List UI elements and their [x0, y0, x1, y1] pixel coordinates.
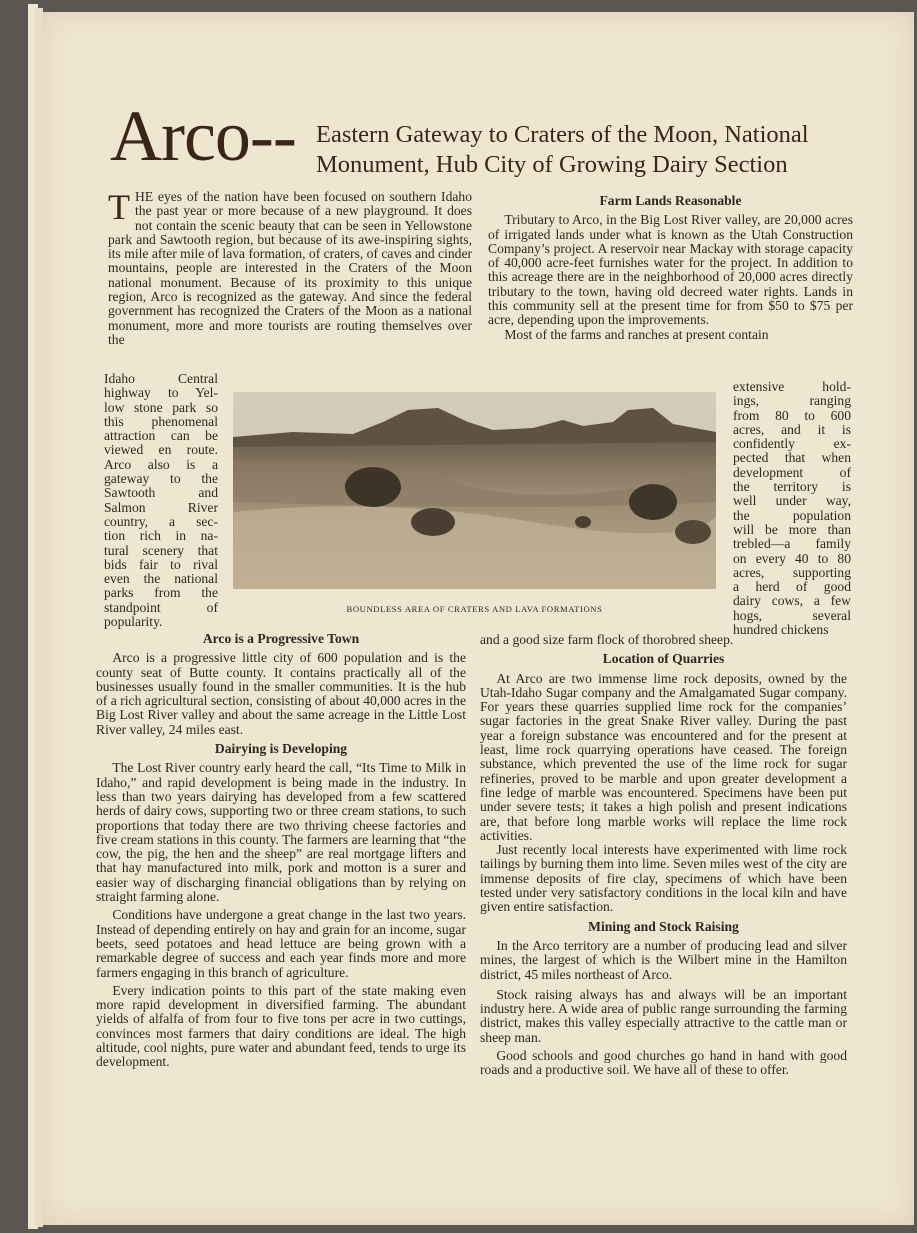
photo-caption: BOUNDLESS AREA OF CRATERS AND LAVA FORMATIONS: [346, 604, 603, 614]
paragraph: Most of the farms and ranches at present contain: [504, 326, 769, 342]
wrap-line: attraction can be: [104, 428, 218, 444]
wrap-line: standpoint of: [104, 599, 218, 615]
paragraph: In the Arco territory are a number of producing lead and silver mines, the largest of which is the Wilbert mine in the Hamilton district, 45 miles northeast of Arco.: [480, 937, 847, 982]
wrap-line: on every 40 to 80: [733, 550, 851, 566]
wrap-line: bids fair to rival: [104, 556, 218, 572]
paragraph: Just recently local interests have experimented with lime rock tailings by burning them into lime. Seven miles west of the city are immense deposits of fire clay, specimens of which have been tested under very satisfactory conditions in the local kiln and have given entire satisfaction.: [480, 842, 847, 915]
paragraph: Every indication points to this part of the state making even more rapid development in diversified farming. The abundant yields of alfalfa of from four to five tons per acre in two cuttings, convinces most farmers that dairy conditions are ideal. The high altitude, cool nights, pure water and abundant feed, tends to urge its development.: [96, 982, 466, 1070]
paragraph: Conditions have undergone a great change in the last two years. Instead of depending entirely on hay and grain for an income, sugar beets, seed potatoes and head lettuce are being grown with a remarkable degree of success and each year finds more and more farmers engaging in this branch of agriculture.: [96, 907, 466, 980]
wrap-line: hundred chickens: [733, 622, 829, 638]
wrap-line: well under way,: [733, 493, 851, 509]
wrap-line: development of: [733, 464, 851, 480]
right-column-upper: [488, 194, 853, 342]
paragraph: At Arco are two immense lime rock deposits, owned by the Utah-Idaho Sugar company and the Amalgamated Sugar company. For years these quarries supplied lime rock for the companies’ sugar factories in the great Snake River valley. During the past year a foreign substance was encountered and for the present at least, lime rock quarrying operations have ceased. The foreign substance, which prevented the use of the lime rock for sugar refineries, proved to be marble and upon greater development a fine ledge of marble was encountered. Specimens have been put under severe tests; it takes a high polish and present indications are, that before long marble works will replace the lime rock activities.: [480, 670, 847, 843]
headline-main: Arco--: [110, 96, 296, 176]
wrap-line: even the national: [104, 571, 218, 587]
headline-subtitle-line: Monument, Hub City of Growing Dairy Section: [316, 151, 788, 178]
wrap-line: Arco also is a: [104, 456, 218, 472]
craters-photo: [233, 392, 716, 589]
wrap-line: viewed en route.: [104, 442, 218, 458]
wrap-line: extensive hold-: [733, 379, 851, 394]
paragraph: Arco is a progressive little city of 600 population and is the county seat of Butte county. It contains practically all of the businesses usually found in the smaller communities. It is the hub of a rich agricultural section, consisting of about 40,000 acres in the Big Lost River valley and about the same acreage in the Little Lost River valley, 24 miles east.: [96, 650, 466, 737]
wrap-line: the population: [733, 507, 851, 523]
paragraph: and a good size farm flock of thorobred sheep.: [480, 632, 734, 647]
wrap-line: ings, ranging: [733, 393, 851, 409]
paragraph: Tributary to Arco, in the Big Lost River valley, are 20,000 acres of irrigated lands under what is known as the Utah Construction Company’s project. A reservoir near Mackay with storage capacity of 40,000 acre-feet furnishes water for the project. In addition to this acreage there are in the neighborhood of 20,000 acres directly tributary to the town, having old decreed water rights. Lands in this community sell at the present time for from $50 to $75 per acre, depending upon the improvements.: [488, 212, 853, 328]
wrap-line: parks from the: [104, 585, 218, 601]
drop-cap: T: [108, 187, 130, 227]
section-heading: Arco is a Progressive Town: [202, 631, 360, 646]
intro-paragraph: [108, 187, 472, 347]
wrap-line: gateway to the: [104, 471, 218, 487]
wrap-line: a herd of good: [733, 579, 851, 595]
wrap-line: tion rich in na-: [104, 528, 218, 544]
wrap-line: this phenomenal: [104, 413, 218, 429]
wrap-line: confidently ex-: [733, 436, 851, 452]
wrap-line: trebled—a family: [733, 536, 851, 552]
headline-subtitle-line: Eastern Gateway to Craters of the Moon, National: [316, 121, 809, 148]
wrap-line: popularity.: [104, 614, 163, 630]
section-heading: Mining and Stock Raising: [588, 918, 739, 934]
wrap-line: acres, and it is: [733, 421, 851, 437]
paragraph: Good schools and good churches go hand in hand with good roads and a productive soil. We have all of these to offer.: [480, 1048, 847, 1078]
paragraph: The Lost River country early heard the call, “Its Time to Milk in Idaho,” and rapid development is being made in the industry. In less than two years dairying has developed from a few scattered herds of dairy cows, supporting two or three cream stations, to such proportions that today there are two thriving cheese factories and five cream stations in this county. The farmers are learning that “the cow, the pig, the hen and the sheep” are real mortgage lifters and that hay manufactured into milk, pork and motton is a surer and easier way of discharging financial obligations than by relying on straight farming alone.: [96, 760, 466, 905]
right-column-lower: [480, 633, 847, 1078]
intro-wrap-column: [104, 372, 218, 629]
section-heading: Farm Lands Reasonable: [599, 193, 742, 208]
left-column-lower: [96, 627, 466, 1070]
wrap-line: Salmon River: [104, 499, 218, 515]
intro-text: HE eyes of the nation have been focused on southern Idaho the past year or more because of a new playground. It does not contain the scenic beauty that can be seen in Yellowstone park and Sawtooth region, but because of its awe-inspiring sights, its mile after mile of lava formation, of craters, of caves and cinder mountains, people are interested in the Craters of the Moon national monument. Because of its proximity to this unique region, Arco is recognized as the gateway. And since the federal government has recognized the Craters of the Moon as a national monument, more and more tourists are routing themselves over the: [108, 189, 472, 347]
wrap-line: the territory is: [733, 479, 851, 495]
wrap-line: country, a sec-: [104, 513, 218, 529]
wrap-line: pected that when: [733, 450, 851, 466]
wrap-line: highway to Yel-: [104, 385, 218, 401]
section-heading: Dairying is Developing: [214, 741, 348, 757]
headline-subtitle: [316, 120, 809, 180]
wrap-line: hogs, several: [733, 607, 851, 623]
wrap-line: dairy cows, a few: [733, 593, 851, 609]
wrap-line: Idaho Central: [104, 371, 218, 386]
wrap-line: from 80 to 600: [733, 407, 851, 423]
farm-wrap-column: [733, 380, 851, 637]
wrap-line: will be more than: [733, 521, 851, 537]
wrap-line: acres, supporting: [733, 564, 851, 580]
wrap-line: low stone park so: [104, 399, 218, 415]
wrap-line: tural scenery that: [104, 542, 218, 558]
wrap-line: Sawtooth and: [104, 485, 218, 501]
section-heading: Location of Quarries: [602, 651, 725, 667]
paragraph: Stock raising always has and always will be an important industry here. A wide area of public range surrounding the farming district, makes this valley especially attractive to the cattle man or sheep man.: [480, 986, 847, 1045]
